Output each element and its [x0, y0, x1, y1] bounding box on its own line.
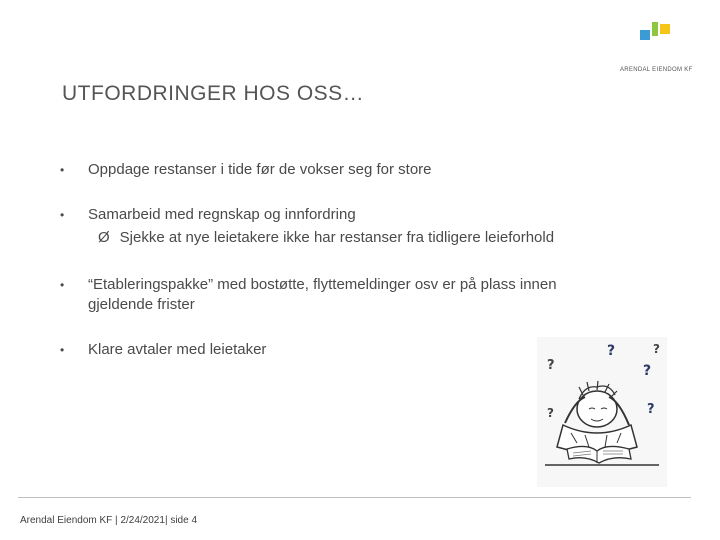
footer-date: 2/24/2021	[120, 515, 165, 526]
question-mark: ?	[547, 358, 555, 373]
footer-page: side 4	[170, 515, 198, 526]
logo-text: ARENDAL EIENDOM KF	[620, 67, 693, 73]
question-mark: ?	[643, 363, 652, 379]
bullet-marker: •	[60, 278, 65, 292]
bullet-text: Oppdage restanser i tide før de vokser seg for store	[88, 161, 432, 178]
sub-bullet-marker: Ø	[98, 229, 110, 246]
footer: Arendal Eiendom KF | 2/24/2021| side 4	[20, 515, 198, 526]
bullet-text: Samarbeid med regnskap og innfordring	[88, 206, 356, 223]
footer-divider	[18, 497, 691, 498]
company-logo	[612, 20, 693, 73]
slide-title: UTFORDRINGER HOS OSS…	[62, 82, 365, 105]
bullet-marker: •	[60, 163, 65, 177]
question-mark: ?	[653, 342, 660, 356]
question-mark: ?	[647, 402, 655, 417]
question-mark: ?	[607, 343, 616, 359]
bullet-text: Klare avtaler med leietaker	[88, 341, 267, 358]
footer-org: Arendal Eiendom KF	[20, 515, 113, 526]
sub-bullet-text: Sjekke at nye leietakere ikke har restanser fra tidligere leieforhold	[119, 229, 555, 246]
sub-bullet-item	[98, 229, 554, 246]
bullet-marker: •	[60, 343, 65, 357]
logo-mark-icon	[612, 20, 682, 46]
question-mark: ?	[547, 406, 554, 420]
bullet-text: “Etableringspakke” med bostøtte, flyttemeldinger osv er på plass innen gjeldende frister	[88, 276, 557, 313]
bullet-marker: •	[60, 208, 65, 222]
stressed-person-illustration	[537, 337, 667, 487]
